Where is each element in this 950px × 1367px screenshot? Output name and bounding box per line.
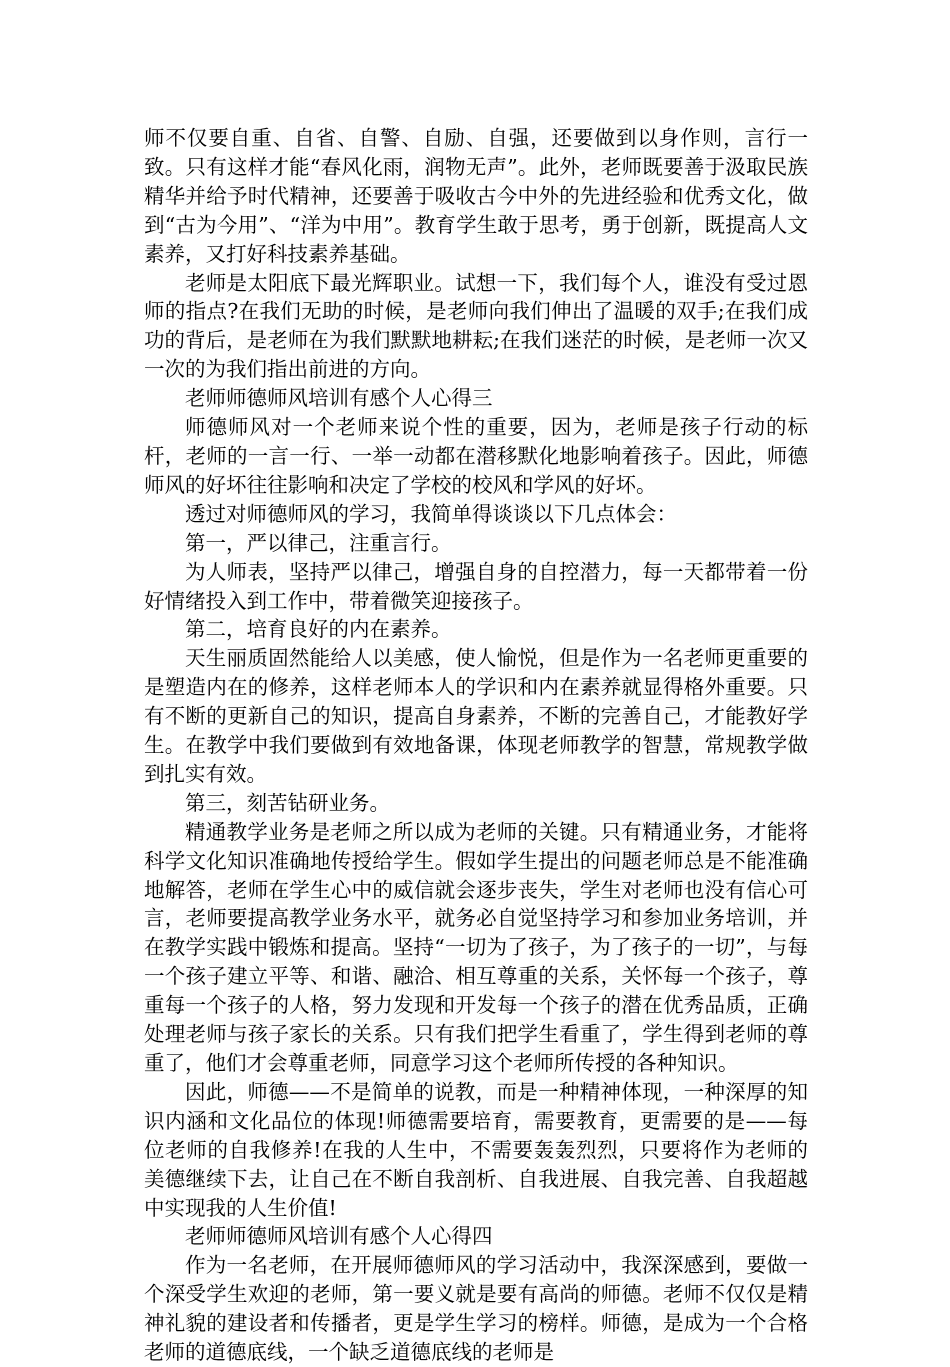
point-three-heading: 第三，刻苦钻研业务。 [185, 790, 390, 815]
paragraph-point-three: 精通教学业务是老师之所以成为老师的关键。只有精通业务，才能将科学文化知识准确地传授给学生。假如学生提出的问题老师总是不能准确地解答，老师在学生心中的威信就会逐步丧失，学生对老师也没有信心可言，老师要提高教学业务水平，就务必自觉坚持学习和参加业务培训，并在教学实践中锻炼和提高。坚持“一切为了孩子，为了孩子的一切”，与每一个孩子建立平等、和谐、融洽、相互尊重的关系，关怀每一个孩子，尊重每一个孩子的人格，努力发现和开发每一个孩子的潜在优秀品质，正确处理老师与孩子家长的关系。只有我们把学生看重了，学生得到老师的尊重了，他们才会尊重老师，同意学习这个老师所传授的各种知识。 [144, 819, 808, 1075]
paragraph-experience-intro: 透过对师德师风的学习，我简单得谈谈以下几点体会： [185, 501, 677, 526]
section-heading-three: 老师师德师风培训有感个人心得三 [185, 386, 493, 411]
section-heading-four: 老师师德师风培训有感个人心得四 [185, 1224, 493, 1249]
paragraph-point-two: 天生丽质固然能给人以美感，使人愉悦，但是作为一名老师更重要的是塑造内在的修养，这样老师本人的学识和内在素养就显得格外重要。只有不断的更新自己的知识，提高自身素养，不断的完善自己，才能教好学生。在教学中我们要做到有效地备课，体现老师教学的智慧，常规教学做到扎实有效。 [144, 646, 808, 786]
paragraph-teacher-profession: 老师是太阳底下最光辉职业。试想一下，我们每个人，谁没有受过恩师的指点?在我们无助的时候，是老师向我们伸出了温暖的双手;在我们成功的背后，是老师在为我们默默地耕耘;在我们迷茫的时候，是老师一次又一次的为我们指出前进的方向。 [144, 270, 808, 382]
paragraph-conclusion: 因此，师德——不是简单的说教，而是一种精神体现，一种深厚的知识内涵和文化品位的体现!师德需要培育，需要教育，更需要的是——每位老师的自我修养!在我的人生中，不需要轰轰烈烈，只要将作为老师的美德继续下去，让自己在不断自我剖析、自我进展、自我完善、自我超越中实现我的人生价值! [144, 1079, 808, 1220]
paragraph-intro-continuation: 师不仅要自重、自省、自警、自励、自强，还要做到以身作则，言行一致。只有这样才能“春风化雨，润物无声”。此外，老师既要善于汲取民族精华并给予时代精神，还要善于吸收古今中外的先进经验和优秀文化，做到“古为今用”、“洋为中用”。教育学生敢于思考，勇于创新，既提高人文素养，又打好科技素养基础。 [144, 126, 808, 266]
point-one-heading: 第一，严以律己，注重言行。 [185, 530, 452, 555]
paragraph-point-one: 为人师表，坚持严以律己，增强自身的自控潜力，每一天都带着一份好情绪投入到工作中，带着微笑迎接孩子。 [144, 559, 808, 613]
paragraph-section-four-intro: 作为一名老师，在开展师德师风的学习活动中，我深深感到，要做一个深受学生欢迎的老师，第一要义就是要有高尚的师德。老师不仅仅是精神礼貌的建设者和传播者，更是学生学习的榜样。师德，是成为一个合格老师的道德底线，一个缺乏道德底线的老师是 [144, 1253, 808, 1365]
point-two-heading: 第二，培育良好的内在素养。 [185, 617, 452, 642]
paragraph-ethics-importance: 师德师风对一个老师来说个性的重要，因为，老师是孩子行动的标杆，老师的一言一行、一举一动都在潜移默化地影响着孩子。因此，师德师风的好坏往往影响和决定了学校的校风和学风的好坏。 [144, 415, 808, 497]
document-page [144, 124, 808, 1367]
